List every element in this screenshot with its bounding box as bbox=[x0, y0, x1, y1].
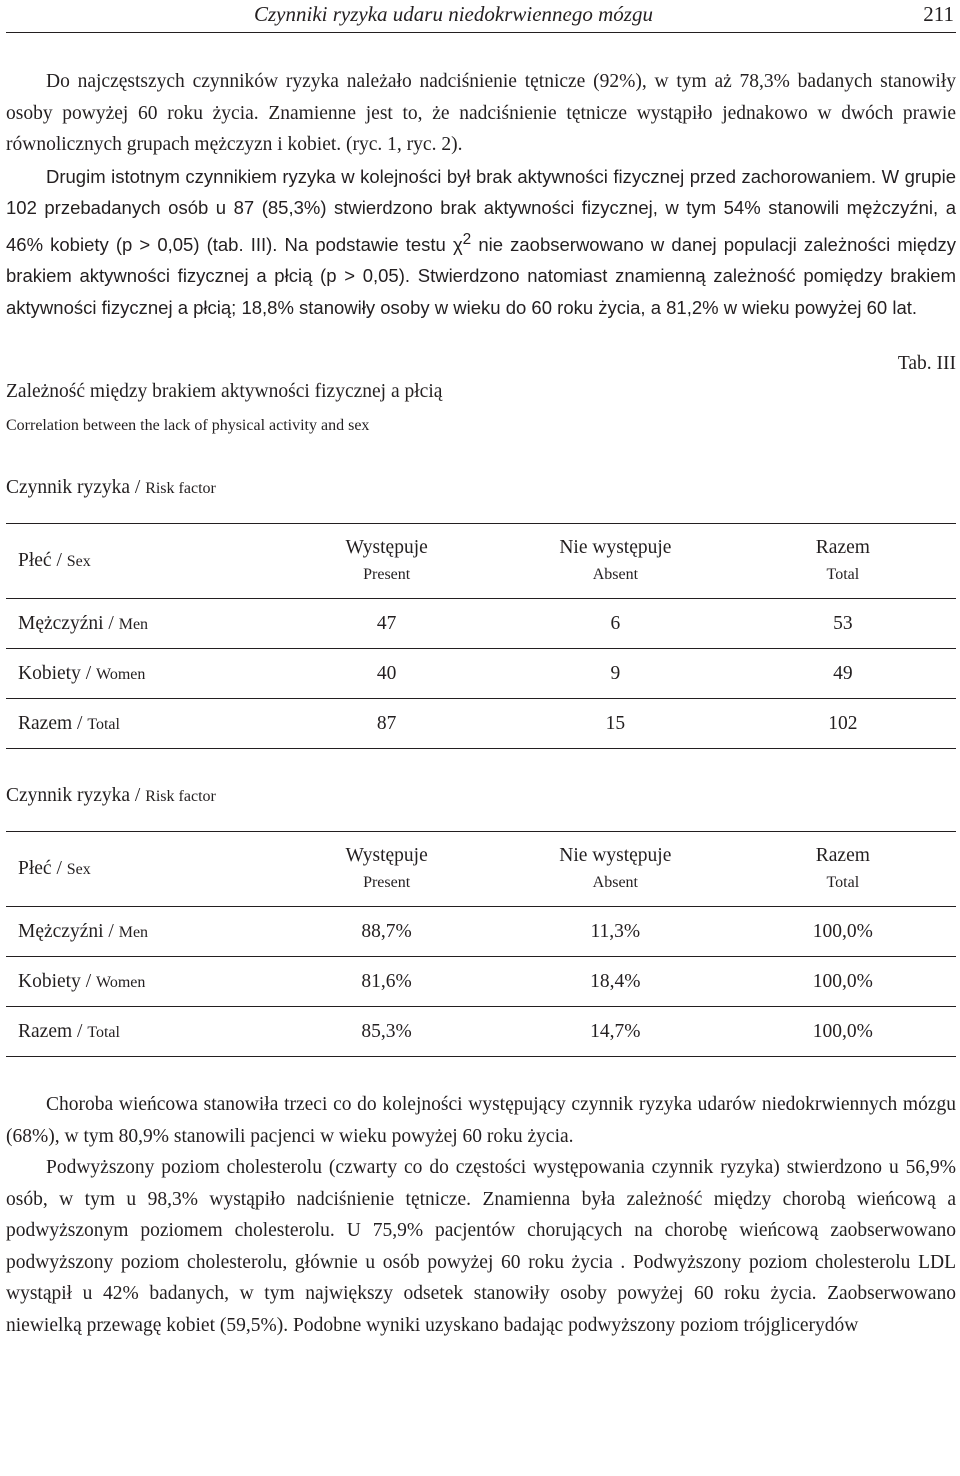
table-counts-header-row bbox=[6, 524, 956, 599]
paragraph-hypertension: Do najczęstszych czynników ryzyka należało nadciśnienie tętnicze (92%), w tym aż 78,3% badanych stanowiły osoby powyżej 60 roku życia. Znamienne jest to, że nadciśnienie tętnicze wystąpiło jednakowo w dwóch prawie równolicznych grupach mężczyzn i kobiet. (ryc. 1, ryc. 2). bbox=[6, 71, 956, 155]
header-total bbox=[730, 832, 956, 907]
header-total-en: Total bbox=[826, 566, 860, 584]
row-label: Razem / Total bbox=[6, 1007, 272, 1057]
row-label: Razem / Total bbox=[6, 699, 272, 749]
cell-total: 102 bbox=[730, 699, 956, 749]
running-header bbox=[6, 0, 956, 33]
row-label-en: Women bbox=[96, 973, 146, 991]
row-label: Kobiety / Women bbox=[6, 957, 272, 1007]
header-sex-en: Sex bbox=[66, 553, 91, 571]
header-total-pl: Razem bbox=[815, 845, 870, 867]
cell-absent: 18,4% bbox=[501, 957, 730, 1007]
header-present bbox=[272, 832, 501, 907]
row-label-pl: Razem bbox=[18, 1020, 73, 1042]
row-label-pl: Mężczyźni bbox=[18, 920, 104, 942]
risk-factor-pl: Czynnik ryzyka bbox=[6, 477, 131, 499]
table-title-en: Correlation between the lack of physical activity and sex bbox=[6, 417, 370, 435]
table1-risk-factor-title bbox=[6, 477, 956, 499]
table-row bbox=[6, 907, 956, 957]
row-label: Mężczyźni / Men bbox=[6, 907, 272, 957]
paragraph-physical-activity-b-post: nie zaobserwowano w danej populacji zależności między brakiem aktywności fizycznej a płcią (p > 0,05). Stwierdzono natomiast znamienną zależność pomiędzy brakiem aktywności fizycznej a płcią; 18,8% stanowiły osoby w wieku do 60 roku życia, a 81,2% w wieku powyżej 60 lat. bbox=[6, 233, 956, 318]
risk-factor-sep: / bbox=[130, 785, 146, 807]
table-row bbox=[6, 1007, 956, 1057]
table-percent bbox=[6, 831, 956, 1057]
risk-factor-en: Risk factor bbox=[145, 480, 216, 498]
header-absent bbox=[501, 524, 730, 599]
cell-absent: 11,3% bbox=[501, 907, 730, 957]
cell-present: 88,7% bbox=[272, 907, 501, 957]
cell-total: 100,0% bbox=[730, 907, 956, 957]
table2-risk-factor-title bbox=[6, 785, 956, 807]
risk-factor-sep: / bbox=[130, 477, 146, 499]
paragraph-coronary-disease: Choroba wieńcowa stanowiła trzeci co do kolejności występujący czynnik ryzyka udarów niedokrwiennych mózgu (68%), w tym 80,9% stanowili pacjenci w wieku powyżej 60 roku życia. bbox=[6, 1094, 956, 1147]
header-total bbox=[730, 524, 956, 599]
table-percent-header-row bbox=[6, 832, 956, 907]
header-sex: Płeć / Sex bbox=[6, 524, 272, 599]
chi-square-superscript: 2 bbox=[462, 230, 472, 248]
table-row bbox=[6, 649, 956, 699]
cell-total: 100,0% bbox=[730, 1007, 956, 1057]
cell-absent: 15 bbox=[501, 699, 730, 749]
paragraph-physical-activity-b-pre: Na podstawie testu χ bbox=[277, 233, 463, 255]
row-label-en: Men bbox=[118, 923, 149, 941]
intro-section bbox=[6, 66, 956, 323]
row-label: Kobiety / Women bbox=[6, 649, 272, 699]
cell-present: 81,6% bbox=[272, 957, 501, 1007]
cell-absent: 9 bbox=[501, 649, 730, 699]
outro-section bbox=[6, 1089, 956, 1341]
cell-present: 40 bbox=[272, 649, 501, 699]
header-present-en: Present bbox=[363, 874, 411, 892]
cell-present: 85,3% bbox=[272, 1007, 501, 1057]
header-total-en: Total bbox=[826, 874, 860, 892]
header-sex-pl: Płeć bbox=[18, 858, 52, 880]
risk-factor-pl: Czynnik ryzyka bbox=[6, 785, 131, 807]
header-sex-pl: Płeć bbox=[18, 550, 52, 572]
paragraph-physical-activity-a: Drugim istotnym czynnikiem ryzyka w kolejności był brak aktywności fizycznej przed zachorowaniem. W grupie 102 przebadanych osób u 87 (85,3%) stwierdzono brak aktywności fizycznej, w tym 54% stanowili mężczyźni, a 46% kobiety (p > 0,05) (tab. III). bbox=[6, 165, 956, 255]
table-counts bbox=[6, 523, 956, 749]
row-label-en: Total bbox=[87, 1023, 120, 1041]
header-sex: Płeć / Sex bbox=[6, 832, 272, 907]
row-label-en: Total bbox=[87, 715, 120, 733]
row-label-pl: Razem bbox=[18, 712, 73, 734]
table-title-pl: Zależność między brakiem aktywności fizycznej a płcią bbox=[6, 381, 443, 403]
row-label-pl: Kobiety bbox=[18, 970, 81, 992]
risk-factor-en: Risk factor bbox=[145, 788, 216, 806]
header-absent-pl: Nie występuje bbox=[559, 537, 672, 559]
row-label-pl: Kobiety bbox=[18, 662, 81, 684]
row-label-en: Men bbox=[118, 615, 149, 633]
header-absent-en: Absent bbox=[592, 566, 639, 584]
header-absent-en: Absent bbox=[592, 874, 638, 892]
cell-present: 87 bbox=[272, 699, 501, 749]
header-present-en: Present bbox=[363, 566, 411, 584]
cell-total: 49 bbox=[730, 649, 956, 699]
table-row bbox=[6, 957, 956, 1007]
table-number: Tab. III bbox=[897, 353, 956, 375]
cell-present: 47 bbox=[272, 599, 501, 649]
cell-total: 100,0% bbox=[730, 957, 956, 1007]
header-absent-pl: Nie występuje bbox=[559, 845, 672, 867]
cell-absent: 14,7% bbox=[501, 1007, 730, 1057]
header-total-pl: Razem bbox=[815, 537, 870, 559]
page-number: 211 bbox=[923, 2, 954, 26]
row-label-pl: Mężczyźni bbox=[18, 612, 104, 634]
cell-total: 53 bbox=[730, 599, 956, 649]
header-present bbox=[272, 524, 501, 599]
header-absent bbox=[501, 832, 730, 907]
header-sex-en: Sex bbox=[66, 861, 91, 879]
paragraph-physical-activity bbox=[6, 161, 956, 324]
header-present-pl: Występuje bbox=[345, 845, 428, 867]
running-title: Czynniki ryzyka udaru niedokrwiennego mózgu bbox=[254, 2, 653, 26]
header-present-pl: Występuje bbox=[345, 537, 428, 559]
row-label: Mężczyźni / Men bbox=[6, 599, 272, 649]
row-label-en: Women bbox=[96, 665, 146, 683]
paragraph-cholesterol: Podwyższony poziom cholesterolu (czwarty co do częstości występowania czynnik ryzyka) stwierdzono u 56,9% osób, w tym u 98,3% wystąpiło nadciśnienie tętnicze. Znamienna była zależność między chorobą wieńcową a podwyższonym poziomem cholesterolu. U 75,9% pacjentów chorujących na chorobę wieńcową zaobserwowano podwyższony poziom cholesterolu, głównie u osób powyżej 60 roku życia . Podwyższony poziom cholesterolu LDL wystąpił u 42% badanych, w tym największy odsetek stanowiły osoby powyżej 60 roku życia. Zaobserwowano niewielką przewagę kobiet (59,5%). Podobne wyniki uzyskano badając podwyższony poziom trójglicerydów bbox=[6, 1157, 956, 1336]
table-row bbox=[6, 699, 956, 749]
table-row bbox=[6, 599, 956, 649]
cell-absent: 6 bbox=[501, 599, 730, 649]
